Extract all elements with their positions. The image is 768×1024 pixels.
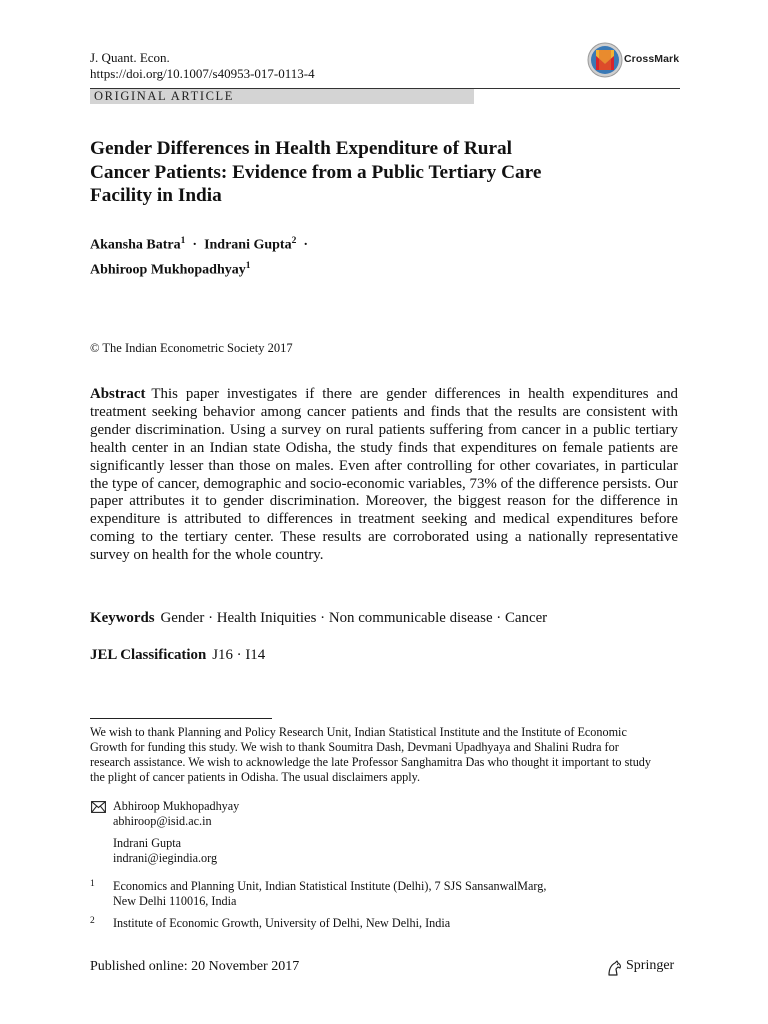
keywords-section [90,609,680,627]
affiliation-number: 1 [90,879,95,889]
keywords-text: Gender · Health Iniquities · Non communicable disease · Cancer [160,610,548,626]
author-affiliation-mark: 1 [180,236,186,246]
corresponding-author [113,799,239,829]
author-separator: · [192,237,198,253]
contact-name: Indrani Gupta [113,836,182,850]
author-list [90,231,680,280]
contact-email[interactable]: abhiroop@isid.ac.in [113,814,212,828]
jel-codes: J16 · I14 [212,647,266,663]
jel-classification [90,646,680,664]
crossmark-badge[interactable] [587,42,687,80]
author-affiliation-mark: 2 [291,236,297,246]
title-line: Gender Differences in Health Expenditure of Rural [90,138,513,159]
affiliation [113,916,633,931]
contact-email[interactable]: indrani@iegindia.org [113,851,218,865]
published-date: Published online: 20 November 2017 [90,959,300,974]
article-type-bar [90,89,474,104]
abstract-label: Abstract [90,386,146,402]
acknowledgement-footnote: We wish to thank Planning and Policy Research Unit, Indian Statistical Institute and the Institute of Economic Growth for funding this study. We wish to thank Soumitra Dash, Devmani Upadhyaya and Shalini Rudra for research assistance. We wish to acknowledge the late Professor Sanghamitra Das who thought it important to study the plight of cancer patients in Odisha. The usual disclaimers apply. [90,725,651,784]
title-line: Cancer Patients: Evidence from a Public Tertiary Care [90,161,542,183]
jel-label: JEL Classification [90,647,207,663]
title-line: Facility in India [90,185,222,206]
copyright-notice: © The Indian Econometric Society 2017 [90,341,293,355]
author-name: Akansha Batra [90,237,181,253]
affiliation [113,879,633,909]
keywords-label: Keywords [90,610,155,626]
journal-name: J. Quant. Econ. [90,50,170,65]
crossmark-label: CrossMark [624,53,680,65]
affiliation-line: Institute of Economic Growth, University of Delhi, New Delhi, India [113,916,451,930]
envelope-icon [91,801,106,813]
affiliation-line: New Delhi 110016, India [113,894,237,908]
abstract-text: This paper investigates if there are gender differences in health expenditures and treatment seeking behavior among cancer patients and finds that the results are consistent with gender discrimination. Using a survey on rural patients suffering from cancer in a public tertiary health center in an Indian state Odisha, the study finds that expenditures on female patients are significantly lesser than those on males. Even after controlling for other covariates, in particular the type of cancer, demographic and socio-economic variables, 73% of the difference persists. Our paper attributes it to gender discrimination. Moreover, the biggest reason for the difference in expenditure is attributed to differences in treatment seeking and medical expenditures before coming to the tertiary center. These results are corroborated using a nationally representative survey on health for the whole country. [90,386,678,564]
affiliation-line: Economics and Planning Unit, Indian Statistical Institute (Delhi), 7 SJS SansanwalMarg, [113,879,547,893]
author-affiliation-mark: 1 [245,260,251,271]
crossmark-icon [587,42,623,78]
contact-name: Abhiroop Mukhopadhyay [113,799,240,813]
publisher-name: Springer [626,958,675,973]
affiliation-number: 2 [90,916,95,926]
article-type: ORIGINAL ARTICLE [94,89,234,103]
author-name: Abhiroop Mukhopadhyay [90,262,246,278]
doi-link[interactable]: https://doi.org/10.1007/s40953-017-0113-4 [90,66,315,81]
footnote-rule [90,718,272,719]
article-title [90,137,680,208]
author-separator: · [303,237,309,253]
author-name: Indrani Gupta [204,237,292,253]
journal-header [90,50,315,82]
co-author-contact [113,836,217,866]
abstract-section [90,386,678,565]
springer-horse-icon [606,959,624,977]
